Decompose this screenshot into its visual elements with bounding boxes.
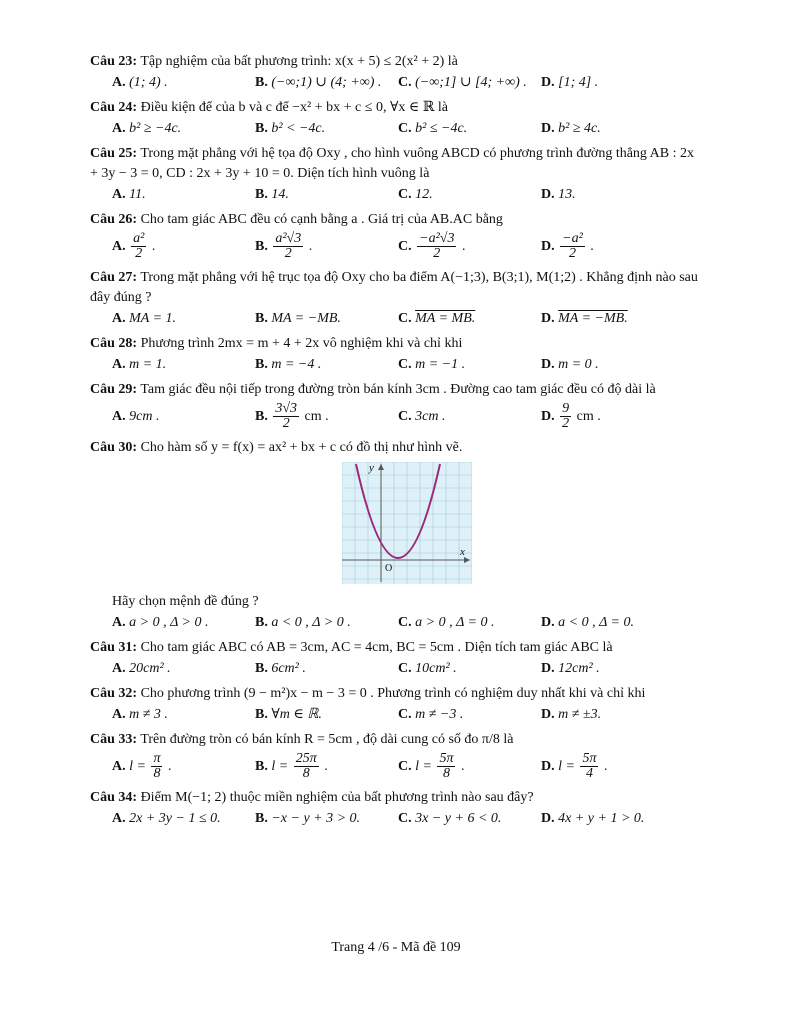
option-value: (−∞;1] ∪ [4; +∞) .	[415, 75, 527, 90]
option-d[interactable]	[541, 308, 628, 330]
option-key: A.	[112, 759, 126, 774]
option-key: D.	[541, 759, 555, 774]
option-d[interactable]	[541, 72, 598, 94]
option-key: D.	[541, 661, 555, 676]
option-key: B.	[255, 239, 268, 254]
option-key: C.	[398, 707, 412, 722]
numerator: a²√3	[275, 231, 302, 247]
question-32	[90, 684, 702, 704]
option-value: 12.	[415, 187, 433, 202]
option-key: B.	[255, 811, 268, 826]
numerator: −a²	[562, 231, 583, 247]
option-a[interactable]	[112, 354, 255, 376]
option-key: A.	[112, 707, 126, 722]
option-key: B.	[255, 187, 268, 202]
option-b[interactable]	[255, 400, 398, 434]
fraction	[151, 752, 162, 781]
option-c[interactable]	[398, 308, 541, 330]
numerator: a²	[133, 231, 145, 247]
fraction	[560, 402, 571, 431]
fraction	[417, 232, 456, 261]
fraction	[437, 752, 455, 781]
question-24	[90, 98, 702, 118]
option-b[interactable]	[255, 658, 398, 680]
option-d[interactable]	[541, 118, 601, 140]
option-prefix: l =	[271, 759, 292, 774]
question-text: Điều kiện để của b và c để −x² + bx + c ≤ 0, ∀x ∈ ℝ là	[140, 100, 448, 115]
option-key: B.	[255, 311, 268, 326]
question-label: Câu 25:	[90, 146, 138, 161]
exam-page	[90, 52, 702, 834]
option-d[interactable]	[541, 704, 601, 726]
question-text: Tập nghiệm của bất phương trình: x(x + 5) ≤ 2(x² + 2) là	[140, 54, 458, 69]
option-value: MA = MB.	[415, 311, 476, 326]
question-label: Câu 34:	[90, 790, 138, 805]
options-row	[112, 118, 702, 140]
option-value: (1; 4) .	[129, 75, 168, 90]
option-value: MA = −MB.	[271, 311, 341, 326]
denominator: 2	[562, 416, 570, 432]
denominator: 2	[568, 246, 576, 262]
question-text: Trong mặt phẳng với hệ tọa độ Oxy , cho hình vuông ABCD có phương trình đường thẳng AB : 2x + 3y − 3 = 0, CD : 2x + 3y + 10 = 0. Diện tích hình vuông là	[90, 146, 694, 181]
option-d[interactable]	[541, 750, 607, 784]
option-d[interactable]	[541, 612, 634, 634]
option-key: D.	[541, 239, 555, 254]
options-row	[112, 308, 702, 330]
numerator: 5π	[582, 751, 597, 767]
option-b[interactable]	[255, 750, 398, 784]
option-key: B.	[255, 357, 268, 372]
option-value: a < 0 , Δ > 0 .	[271, 615, 351, 630]
option-b[interactable]	[255, 354, 398, 376]
option-value: ∀m ∈ ℝ.	[271, 707, 322, 722]
option-tail: .	[305, 239, 313, 254]
options-row	[112, 750, 702, 784]
option-key: B.	[255, 121, 268, 136]
origin-label: O	[385, 563, 393, 574]
option-c[interactable]	[398, 184, 541, 206]
option-c[interactable]	[398, 230, 541, 264]
option-d[interactable]	[541, 400, 601, 434]
option-key: A.	[112, 121, 126, 136]
option-key: A.	[112, 811, 126, 826]
fraction	[131, 232, 146, 261]
option-value: m = −4 .	[271, 357, 322, 372]
option-a[interactable]	[112, 72, 255, 94]
option-b[interactable]	[255, 184, 398, 206]
option-key: D.	[541, 409, 555, 424]
question-label: Câu 32:	[90, 686, 138, 701]
options-row	[112, 354, 702, 376]
option-b[interactable]	[255, 808, 398, 830]
option-key: D.	[541, 707, 555, 722]
denominator: 8	[153, 766, 161, 782]
option-tail: .	[458, 239, 466, 254]
option-value: a < 0 , Δ = 0.	[558, 615, 634, 630]
option-tail: .	[148, 239, 156, 254]
option-a[interactable]	[112, 750, 255, 784]
option-value: (−∞;1) ∪ (4; +∞) .	[271, 75, 382, 90]
x-axis-label: x	[460, 546, 465, 558]
option-key: B.	[255, 409, 268, 424]
option-a[interactable]	[112, 308, 255, 330]
option-tail: .	[457, 759, 465, 774]
option-c[interactable]	[398, 808, 541, 830]
question-text: Phương trình 2mx = m + 4 + 2x vô nghiệm khi và chỉ khi	[140, 336, 463, 351]
option-value: b² ≥ 4c.	[558, 121, 601, 136]
option-c[interactable]	[398, 750, 541, 784]
option-d[interactable]	[541, 184, 576, 206]
option-key: B.	[255, 615, 268, 630]
option-b[interactable]	[255, 612, 398, 634]
option-value: 6cm² .	[271, 661, 306, 676]
option-key: C.	[398, 357, 412, 372]
option-value: 3x − y + 6 < 0.	[415, 811, 502, 826]
question-label: Câu 33:	[90, 732, 138, 747]
option-c[interactable]	[398, 400, 541, 434]
fraction	[560, 232, 585, 261]
option-d[interactable]	[541, 354, 599, 376]
question-25	[90, 144, 702, 184]
option-a[interactable]	[112, 612, 255, 634]
option-key: D.	[541, 357, 555, 372]
option-a[interactable]	[112, 230, 255, 264]
option-b[interactable]	[255, 230, 398, 264]
option-value: b² ≥ −4c.	[129, 121, 182, 136]
question-label: Câu 24:	[90, 100, 138, 115]
option-value: m = 1.	[129, 357, 167, 372]
option-a[interactable]	[112, 658, 255, 680]
denominator: 2	[282, 416, 290, 432]
options-row	[112, 658, 702, 680]
option-a[interactable]	[112, 808, 255, 830]
question-33	[90, 730, 702, 750]
denominator: 2	[284, 246, 292, 262]
option-key: C.	[398, 187, 412, 202]
option-value: 4x + y + 1 > 0.	[558, 811, 645, 826]
options-row	[112, 704, 702, 726]
option-value: 10cm² .	[415, 661, 457, 676]
option-tail: .	[586, 239, 594, 254]
question-text: Điểm M(−1; 2) thuộc miền nghiệm của bất phương trình nào sau đây?	[140, 790, 534, 805]
option-b[interactable]	[255, 704, 398, 726]
option-value: 9cm .	[129, 409, 160, 424]
numerator: 3√3	[275, 401, 298, 417]
parabola-graph	[342, 462, 472, 584]
option-value: m = 0 .	[558, 357, 599, 372]
denominator: 4	[585, 766, 593, 782]
option-key: D.	[541, 615, 555, 630]
option-key: A.	[112, 311, 126, 326]
option-a[interactable]	[112, 400, 255, 434]
option-c[interactable]	[398, 612, 541, 634]
question-text: Cho tam giác ABC có AB = 3cm, AC = 4cm, BC = 5cm . Diện tích tam giác ABC là	[140, 640, 613, 655]
question-text: Cho tam giác ABC đều có cạnh bằng a . Giá trị của AB.AC bằng	[140, 212, 503, 227]
question-26	[90, 210, 702, 230]
options-row	[112, 808, 702, 830]
option-d[interactable]	[541, 808, 644, 830]
question-text: Trong mặt phẳng với hệ trục tọa độ Oxy cho ba điểm A(−1;3), B(3;1), M(1;2) . Khẳng định nào sau đây đúng ?	[90, 270, 698, 305]
option-key: D.	[541, 811, 555, 826]
option-value: 20cm² .	[129, 661, 171, 676]
option-value: b² ≤ −4c.	[415, 121, 468, 136]
option-key: C.	[398, 311, 412, 326]
question-label: Câu 30:	[90, 440, 138, 455]
option-key: C.	[398, 409, 412, 424]
question-31	[90, 638, 702, 658]
option-key: D.	[541, 121, 555, 136]
fraction	[273, 232, 303, 261]
option-c[interactable]	[398, 72, 541, 94]
option-key: B.	[255, 661, 268, 676]
options-row	[112, 230, 702, 264]
option-key: C.	[398, 759, 412, 774]
y-axis-label: y	[369, 462, 374, 474]
option-key: A.	[112, 615, 126, 630]
option-c[interactable]	[398, 704, 541, 726]
option-value: m ≠ 3 .	[129, 707, 168, 722]
option-value: m = −1 .	[415, 357, 466, 372]
question-label: Câu 23:	[90, 54, 138, 69]
option-value: 13.	[558, 187, 576, 202]
denominator: 8	[302, 766, 310, 782]
option-a[interactable]	[112, 118, 255, 140]
option-value: −x − y + 3 > 0.	[271, 811, 361, 826]
option-key: A.	[112, 661, 126, 676]
option-value: a > 0 , Δ > 0 .	[129, 615, 209, 630]
option-value: [1; 4] .	[558, 75, 599, 90]
fraction	[580, 752, 598, 781]
question-27	[90, 268, 702, 308]
question-text: Tam giác đều nội tiếp trong đường tròn bán kính 3cm . Đường cao tam giác đều có độ dài là	[140, 382, 656, 397]
option-value: b² < −4c.	[271, 121, 326, 136]
option-key: B.	[255, 707, 268, 722]
question-text: Cho phương trình (9 − m²)x − m − 3 = 0 . Phương trình có nghiệm duy nhất khi và chỉ khi	[140, 686, 646, 701]
option-value: 2x + 3y − 1 ≤ 0.	[129, 811, 221, 826]
option-b[interactable]	[255, 308, 398, 330]
option-b[interactable]	[255, 118, 398, 140]
question-label: Câu 29:	[90, 382, 138, 397]
option-key: C.	[398, 121, 412, 136]
option-key: A.	[112, 187, 126, 202]
option-value: m ≠ ±3.	[558, 707, 602, 722]
question-followup: Hãy chọn mệnh đề đúng ?	[112, 594, 259, 609]
option-key: C.	[398, 615, 412, 630]
option-key: A.	[112, 409, 126, 424]
option-key: B.	[255, 759, 268, 774]
question-30	[90, 438, 702, 458]
parabola-figure	[342, 462, 472, 584]
option-value: 11.	[129, 187, 146, 202]
option-value: 12cm² .	[558, 661, 600, 676]
fraction	[273, 402, 299, 431]
option-key: C.	[398, 661, 412, 676]
option-value: a > 0 , Δ = 0 .	[415, 615, 495, 630]
question-28	[90, 334, 702, 354]
option-key: C.	[398, 811, 412, 826]
question-label: Câu 28:	[90, 336, 138, 351]
option-c[interactable]	[398, 118, 541, 140]
option-a[interactable]	[112, 184, 255, 206]
question-34	[90, 788, 702, 808]
question-text: Trên đường tròn có bán kính R = 5cm , độ dài cung có số đo π/8 là	[140, 732, 514, 747]
option-tail: .	[164, 759, 172, 774]
option-tail: cm .	[301, 409, 329, 424]
question-23	[90, 52, 702, 72]
denominator: 2	[135, 246, 143, 262]
option-value: MA = −MB.	[558, 311, 628, 326]
option-c[interactable]	[398, 354, 541, 376]
options-row	[112, 400, 702, 434]
option-key: B.	[255, 75, 268, 90]
option-value: m ≠ −3 .	[415, 707, 464, 722]
options-row	[112, 72, 702, 94]
fraction	[294, 752, 319, 781]
option-key: C.	[398, 239, 412, 254]
denominator: 2	[433, 246, 441, 262]
option-value: 3cm .	[415, 409, 446, 424]
option-key: C.	[398, 75, 412, 90]
options-row	[112, 612, 702, 634]
numerator: −a²√3	[419, 231, 455, 247]
option-prefix: l =	[129, 759, 150, 774]
question-label: Câu 31:	[90, 640, 138, 655]
numerator: 25π	[295, 751, 317, 767]
option-key: A.	[112, 357, 126, 372]
option-value: MA = 1.	[129, 311, 177, 326]
option-c[interactable]	[398, 658, 541, 680]
numerator: 9	[562, 401, 570, 417]
question-text: Cho hàm số y = f(x) = ax² + bx + c có đồ thị như hình vẽ.	[140, 440, 463, 455]
option-a[interactable]	[112, 704, 255, 726]
page-footer: Trang 4 /6 - Mã đề 109	[331, 940, 461, 955]
option-key: A.	[112, 239, 126, 254]
denominator: 8	[442, 766, 450, 782]
option-d[interactable]	[541, 658, 600, 680]
option-key: D.	[541, 311, 555, 326]
option-prefix: l =	[415, 759, 436, 774]
option-b[interactable]	[255, 72, 398, 94]
numerator: π	[153, 751, 161, 767]
option-prefix: l =	[558, 759, 579, 774]
option-value: 14.	[271, 187, 289, 202]
option-key: D.	[541, 75, 555, 90]
option-d[interactable]	[541, 230, 594, 264]
option-key: A.	[112, 75, 126, 90]
question-label: Câu 27:	[90, 270, 138, 285]
option-tail: .	[600, 759, 608, 774]
options-row	[112, 184, 702, 206]
option-tail: cm .	[573, 409, 601, 424]
option-tail: .	[320, 759, 328, 774]
question-label: Câu 26:	[90, 212, 138, 227]
numerator: 5π	[439, 751, 454, 767]
question-29	[90, 380, 702, 400]
option-key: D.	[541, 187, 555, 202]
